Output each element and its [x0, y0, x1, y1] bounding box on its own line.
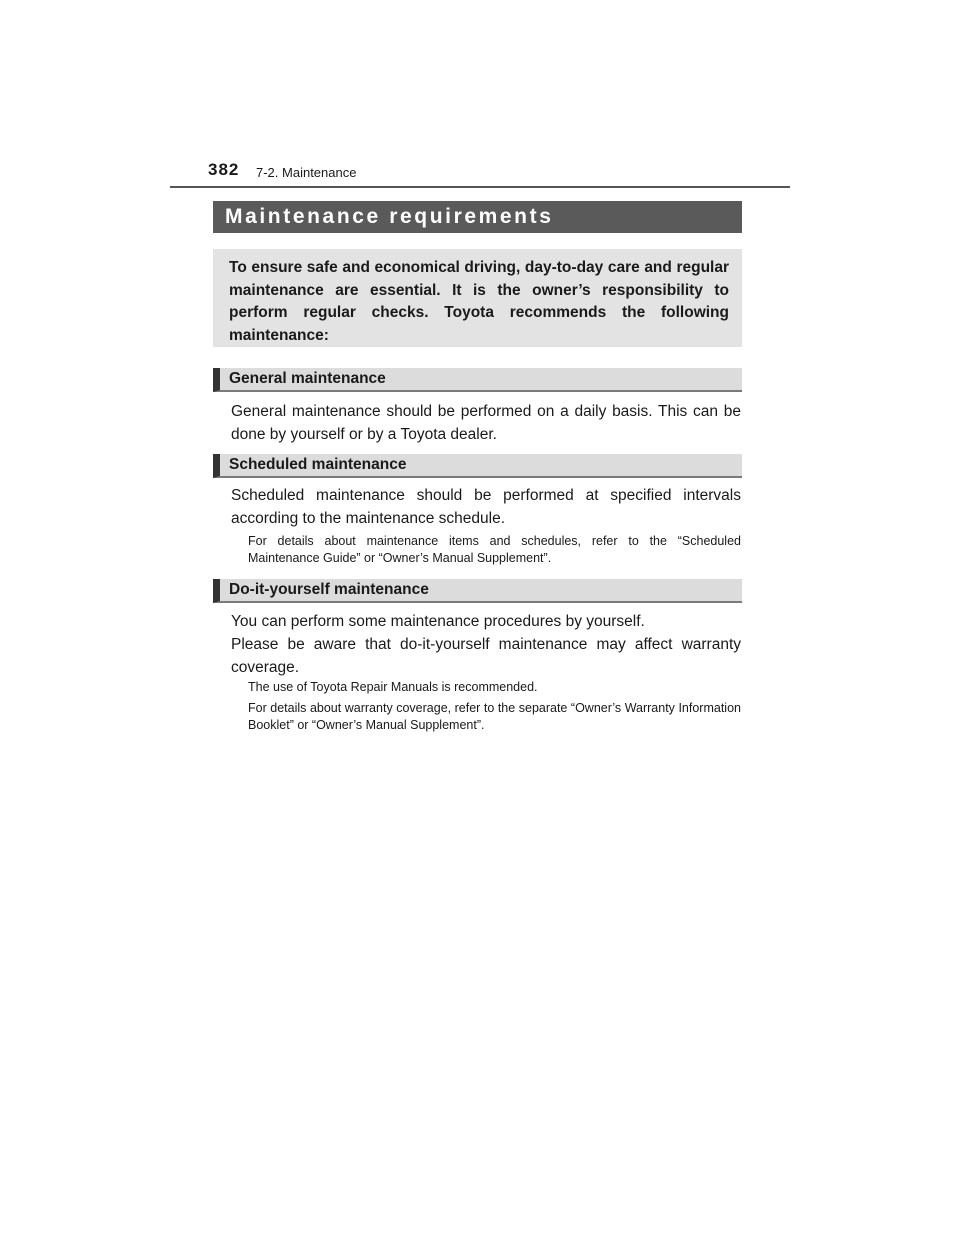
general-maintenance-body: [231, 400, 741, 446]
title-bar: [213, 201, 742, 233]
header-divider: [170, 186, 790, 188]
note-paragraph: The use of Toyota Repair Manuals is recommended.: [248, 680, 538, 694]
intro-box: [213, 249, 742, 347]
section-heading: General maintenance: [229, 370, 386, 387]
body-paragraph: Scheduled maintenance should be performed at specified intervals according to the maintenance schedule.: [231, 487, 741, 527]
diy-maintenance-body: [231, 610, 741, 679]
general-maintenance-heading: [213, 368, 742, 392]
page-number: 382: [208, 160, 240, 179]
scheduled-maintenance-body: [231, 484, 741, 530]
note-paragraph: For details about warranty coverage, refer to the separate “Owner’s Warranty Information Booklet” or “Owner’s Manual Supplement”.: [248, 701, 741, 732]
section-heading: Scheduled maintenance: [229, 456, 407, 473]
section-reference: 7-2. Maintenance: [256, 165, 357, 180]
body-paragraph: Please be aware that do-it-yourself maintenance may affect warranty coverage.: [231, 636, 741, 676]
section-heading: Do-it-yourself maintenance: [229, 581, 429, 598]
scheduled-maintenance-heading: [213, 454, 742, 478]
body-paragraph: General maintenance should be performed on a daily basis. This can be done by yourself or by a Toyota dealer.: [231, 403, 741, 443]
intro-text: To ensure safe and economical driving, day-to-day care and regular maintenance are essential. It is the owner’s responsibility to perform regular checks. Toyota recommends the following maintenance:: [229, 259, 729, 344]
scheduled-maintenance-notes: [248, 533, 741, 571]
page-header: [0, 0, 960, 190]
body-paragraph: You can perform some maintenance procedures by yourself.: [231, 613, 645, 630]
page-title: Maintenance requirements: [225, 205, 554, 228]
diy-maintenance-heading: [213, 579, 742, 603]
note-paragraph: For details about maintenance items and schedules, refer to the “Scheduled Maintenance Guide” or “Owner’s Manual Supplement”.: [248, 534, 741, 565]
diy-maintenance-notes: [248, 679, 741, 738]
